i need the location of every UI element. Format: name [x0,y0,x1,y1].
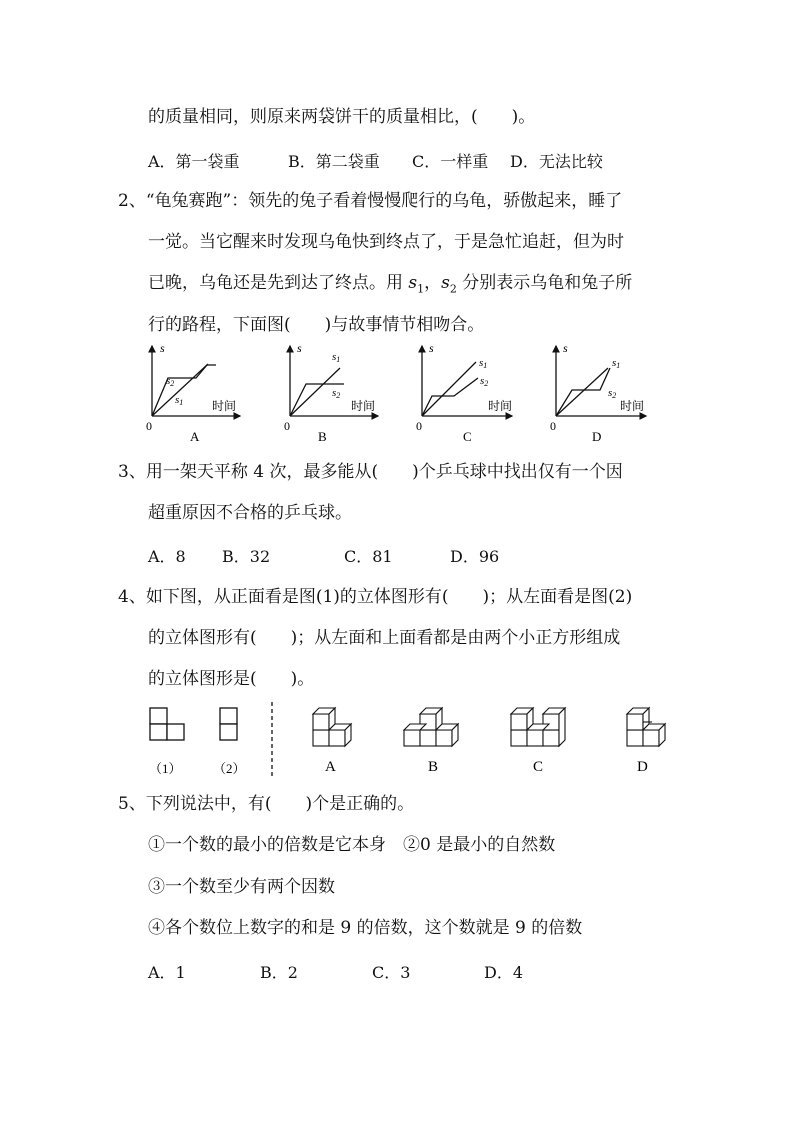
svg-text:s1: s1 [479,357,488,370]
q2-graphs [0,340,794,450]
q3-option-b: B．32 [222,547,271,566]
svg-text:s1: s1 [332,351,341,364]
q1-option-b: B．第二袋重 [288,152,380,171]
q5-option-c: C．3 [372,963,411,982]
q1-text: 的质量相同，则原来两袋饼干的质量相比，( )。 [148,107,536,127]
graph-label-a: A [190,429,200,444]
view-label-1: （1） [149,761,182,776]
q2-line-1: 2、“龟兔赛跑”：领先的兔子看着慢慢爬行的乌龟，骄傲起来，睡了 [118,191,623,211]
q3-line-2: 超重原因不合格的乒乓球。 [148,503,352,523]
view-label-2: （2） [213,761,246,776]
q2-line-4: 行的路程，下面图( )与故事情节相吻合。 [148,315,485,335]
graph-label-c: C [463,429,472,444]
q1-option-a: A．第一袋重 [148,152,240,171]
q2-symbol-s1: s [408,273,418,293]
svg-text:0: 0 [550,419,556,433]
graph-label-b: B [318,429,327,444]
svg-text:s: s [563,341,568,355]
svg-text:时间: 时间 [620,399,645,413]
q5-statement-3: ④各个数位上数字的和是 9 的倍数，这个数就是 9 的倍数 [148,918,583,938]
svg-text:0: 0 [284,419,290,433]
q1-option-d: D．无法比较 [510,152,603,171]
q2-line-3: 已晚，乌龟还是先到达了终点。用 $s_1$，$s_2$ 分别表示乌龟和兔子所 [148,273,633,296]
q3-line-1: 3、用一架天平称 4 次，最多能从( )个乒乓球中找出仅有一个因 [118,462,623,482]
svg-text:s: s [160,341,165,355]
q5-option-d: D．4 [484,963,524,982]
svg-text:0: 0 [146,419,152,433]
graph-label-d: D [592,429,602,444]
svg-text:时间: 时间 [488,399,513,413]
q5-option-b: B．2 [260,963,298,982]
q2-line-2: 一觉。当它醒来时发现乌龟快到终点了，于是急忙追赶，但为时 [148,232,624,252]
solid-a [313,708,351,746]
svg-text:s2: s2 [332,387,341,400]
svg-text:s: s [297,341,302,355]
solid-label-a: A [325,759,336,775]
solid-label-c: C [533,759,544,775]
svg-text:时间: 时间 [351,399,376,413]
q2-symbol-s2: s [441,273,450,293]
q3-option-c: C．81 [344,547,393,566]
q1-option-c: C．一样重 [412,152,489,171]
q5-line-1: 5、下列说法中，有( )个是正确的。 [118,794,415,814]
q4-line-2: 的立体图形有( )；从左面和上面看都是由两个小正方形组成 [148,628,621,648]
solid-c [511,708,565,746]
svg-text:s1: s1 [612,357,621,370]
svg-text:s2: s2 [166,375,175,388]
svg-text:s1: s1 [175,394,184,407]
svg-text:s2: s2 [480,375,489,388]
svg-text:时间: 时间 [212,399,237,413]
svg-text:s: s [429,341,434,355]
q5-statement-1: ①一个数的最小的倍数是它本身 ②0 是最小的自然数 [148,835,556,855]
solid-label-d: D [637,759,648,775]
q5-statement-2: ③一个数至少有两个因数 [148,877,335,897]
svg-text:s2: s2 [608,387,617,400]
q4-figures [0,700,794,790]
q5-option-a: A．1 [148,963,186,982]
q4-line-3: 的立体图形是( )。 [148,669,315,689]
q3-option-d: D．96 [450,547,500,566]
solid-d [627,708,665,746]
svg-text:0: 0 [416,419,422,433]
q3-option-a: A．8 [148,547,186,566]
solid-b [404,708,458,746]
solid-label-b: B [428,759,439,775]
q4-line-1: 4、如下图，从正面看是图(1)的立体图形有( )；从左面看是图(2) [118,587,633,607]
